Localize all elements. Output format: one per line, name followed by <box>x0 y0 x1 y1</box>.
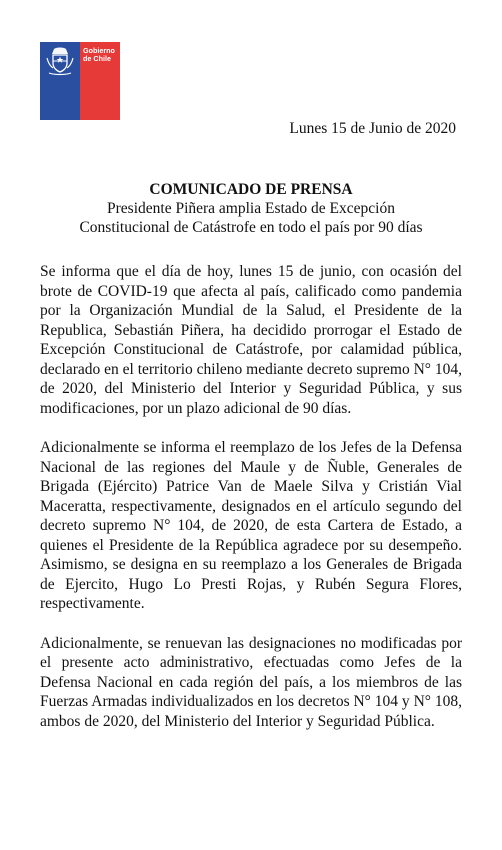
press-release-heading <box>40 180 462 237</box>
logo-line-2: de Chile <box>83 54 111 63</box>
logo-blue-block <box>40 42 80 120</box>
logo-line-1: Gobierno <box>83 46 115 55</box>
press-release-title: COMUNICADO DE PRENSA <box>149 181 353 198</box>
gobierno-de-chile-logo <box>40 42 120 120</box>
press-release-subtitle-line-1: Presidente Piñera amplia Estado de Excepción <box>107 200 395 217</box>
logo-text <box>83 47 119 63</box>
body-paragraph: Se informa que el día de hoy, lunes 15 de junio, con ocasión del brote de COVID-19 que afecta al país, calificado como pandemia por la Organización Mundial de la Salud, el Presidente de la Republica, Sebastián Piñera, ha decidido prorrogar el Estado de Excepción Constitucional de Catástrofe, por calamidad pública, declarado en el territorio chileno mediante decreto supremo N° 104, de 2020, del Ministerio del Interior y Seguridad Pública, y sus modificaciones, por un plazo adicional de 90 días. <box>40 263 462 417</box>
press-release-subtitle-line-2: Constitucional de Catástrofe en todo el país por 90 días <box>79 219 423 236</box>
body-paragraph: Adicionalmente se informa el reemplazo de los Jefes de la Defensa Nacional de las regiones del Maule y de Ñuble, Generales de Brigada (Ejército) Patrice Van de Maele Silva y Cristián Vial Maceratta, respectivamente, designados en el artículo segundo del decreto supremo N° 104, de 2020, de esta Cartera de Estado, a quienes el Presidente de la República agradece por su desempeño. Asimismo, se designa en su reemplazo a los Generales de Brigada de Ejercito, Hugo Lo Presti Rojas, y Rubén Segura Flores, respectivamente. <box>40 439 462 612</box>
press-release-body <box>40 262 462 751</box>
document-date: Lunes 15 de Junio de 2020 <box>289 120 456 137</box>
chilean-crest-icon <box>44 46 76 76</box>
body-paragraph: Adicionalmente, se renuevan las designaciones no modificadas por el presente acto administrativo, efectuadas como Jefes de la Defensa Nacional en cada región del país, a los miembros de las Fuerzas Armadas individualizados en los decretos N° 104 y N° 108, ambos de 2020, del Ministerio del Interior y Seguridad Pública. <box>40 634 462 730</box>
